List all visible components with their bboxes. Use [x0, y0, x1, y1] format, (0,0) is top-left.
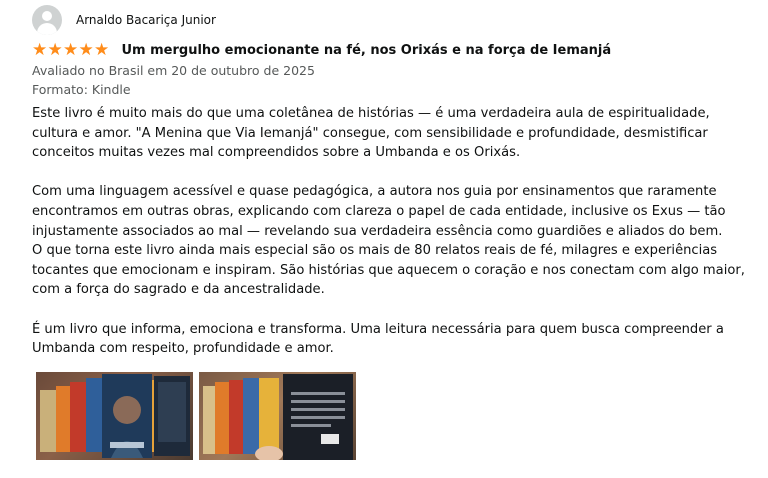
star-icon: ★	[63, 40, 79, 60]
review-date: Avaliado no Brasil em 20 de outubro de 2025	[32, 63, 315, 78]
review-photo-books-front[interactable]	[36, 372, 193, 460]
reviewer-name[interactable]: Arnaldo Bacariça Junior	[76, 13, 216, 27]
review-images	[36, 372, 752, 460]
reviewer-profile[interactable]	[32, 5, 752, 35]
review-paragraph: O que torna este livro ainda mais especial são os mais de 80 relatos reais de fé, milagres e experiências tocantes que emocionam e inspiram. São histórias que aquecem o coração e nos conectam com algo maior, com a força do sagrado e da ancestralidade.	[32, 243, 745, 298]
review-paragraph: É um livro que informa, emociona e transforma. Uma leitura necessária para quem busca compreender a Umbanda com respeito, profundidade e amor.	[32, 321, 724, 357]
star-icon: ★	[94, 40, 110, 60]
review-title-row	[32, 41, 752, 59]
star-icon: ★	[32, 40, 48, 60]
star-icon: ★	[47, 40, 63, 60]
star-icon: ★	[78, 40, 94, 60]
review-photo-book-back[interactable]	[199, 372, 356, 460]
default-avatar-icon[interactable]	[32, 5, 62, 35]
review-format: Formato: Kindle	[32, 82, 131, 97]
customer-review	[32, 5, 752, 460]
star-rating[interactable]	[32, 42, 110, 58]
review-paragraph: Com uma linguagem acessível e quase pedagógica, a autora nos guia por ensinamentos que raramente encontramos em outras obras, explicando com clareza o papel de cada entidade, inclusive os Exus — tão injustamente associados ao mal — revelando sua verdadeira essência como guardiões e aliados do bem.	[32, 184, 726, 239]
review-paragraph: Este livro é muito mais do que uma coletânea de histórias — é uma verdadeira aula de espiritualidade, cultura e amor. "A Menina que Via Iemanjá" consegue, com sensibilidade e profundidade, desmistificar conceitos muitas vezes mal compreendidos sobre a Umbanda e os Orixás.	[32, 106, 710, 161]
review-title[interactable]: Um mergulho emocionante na fé, nos Orixás e na força de Iemanjá	[121, 42, 612, 58]
review-body	[32, 104, 752, 359]
